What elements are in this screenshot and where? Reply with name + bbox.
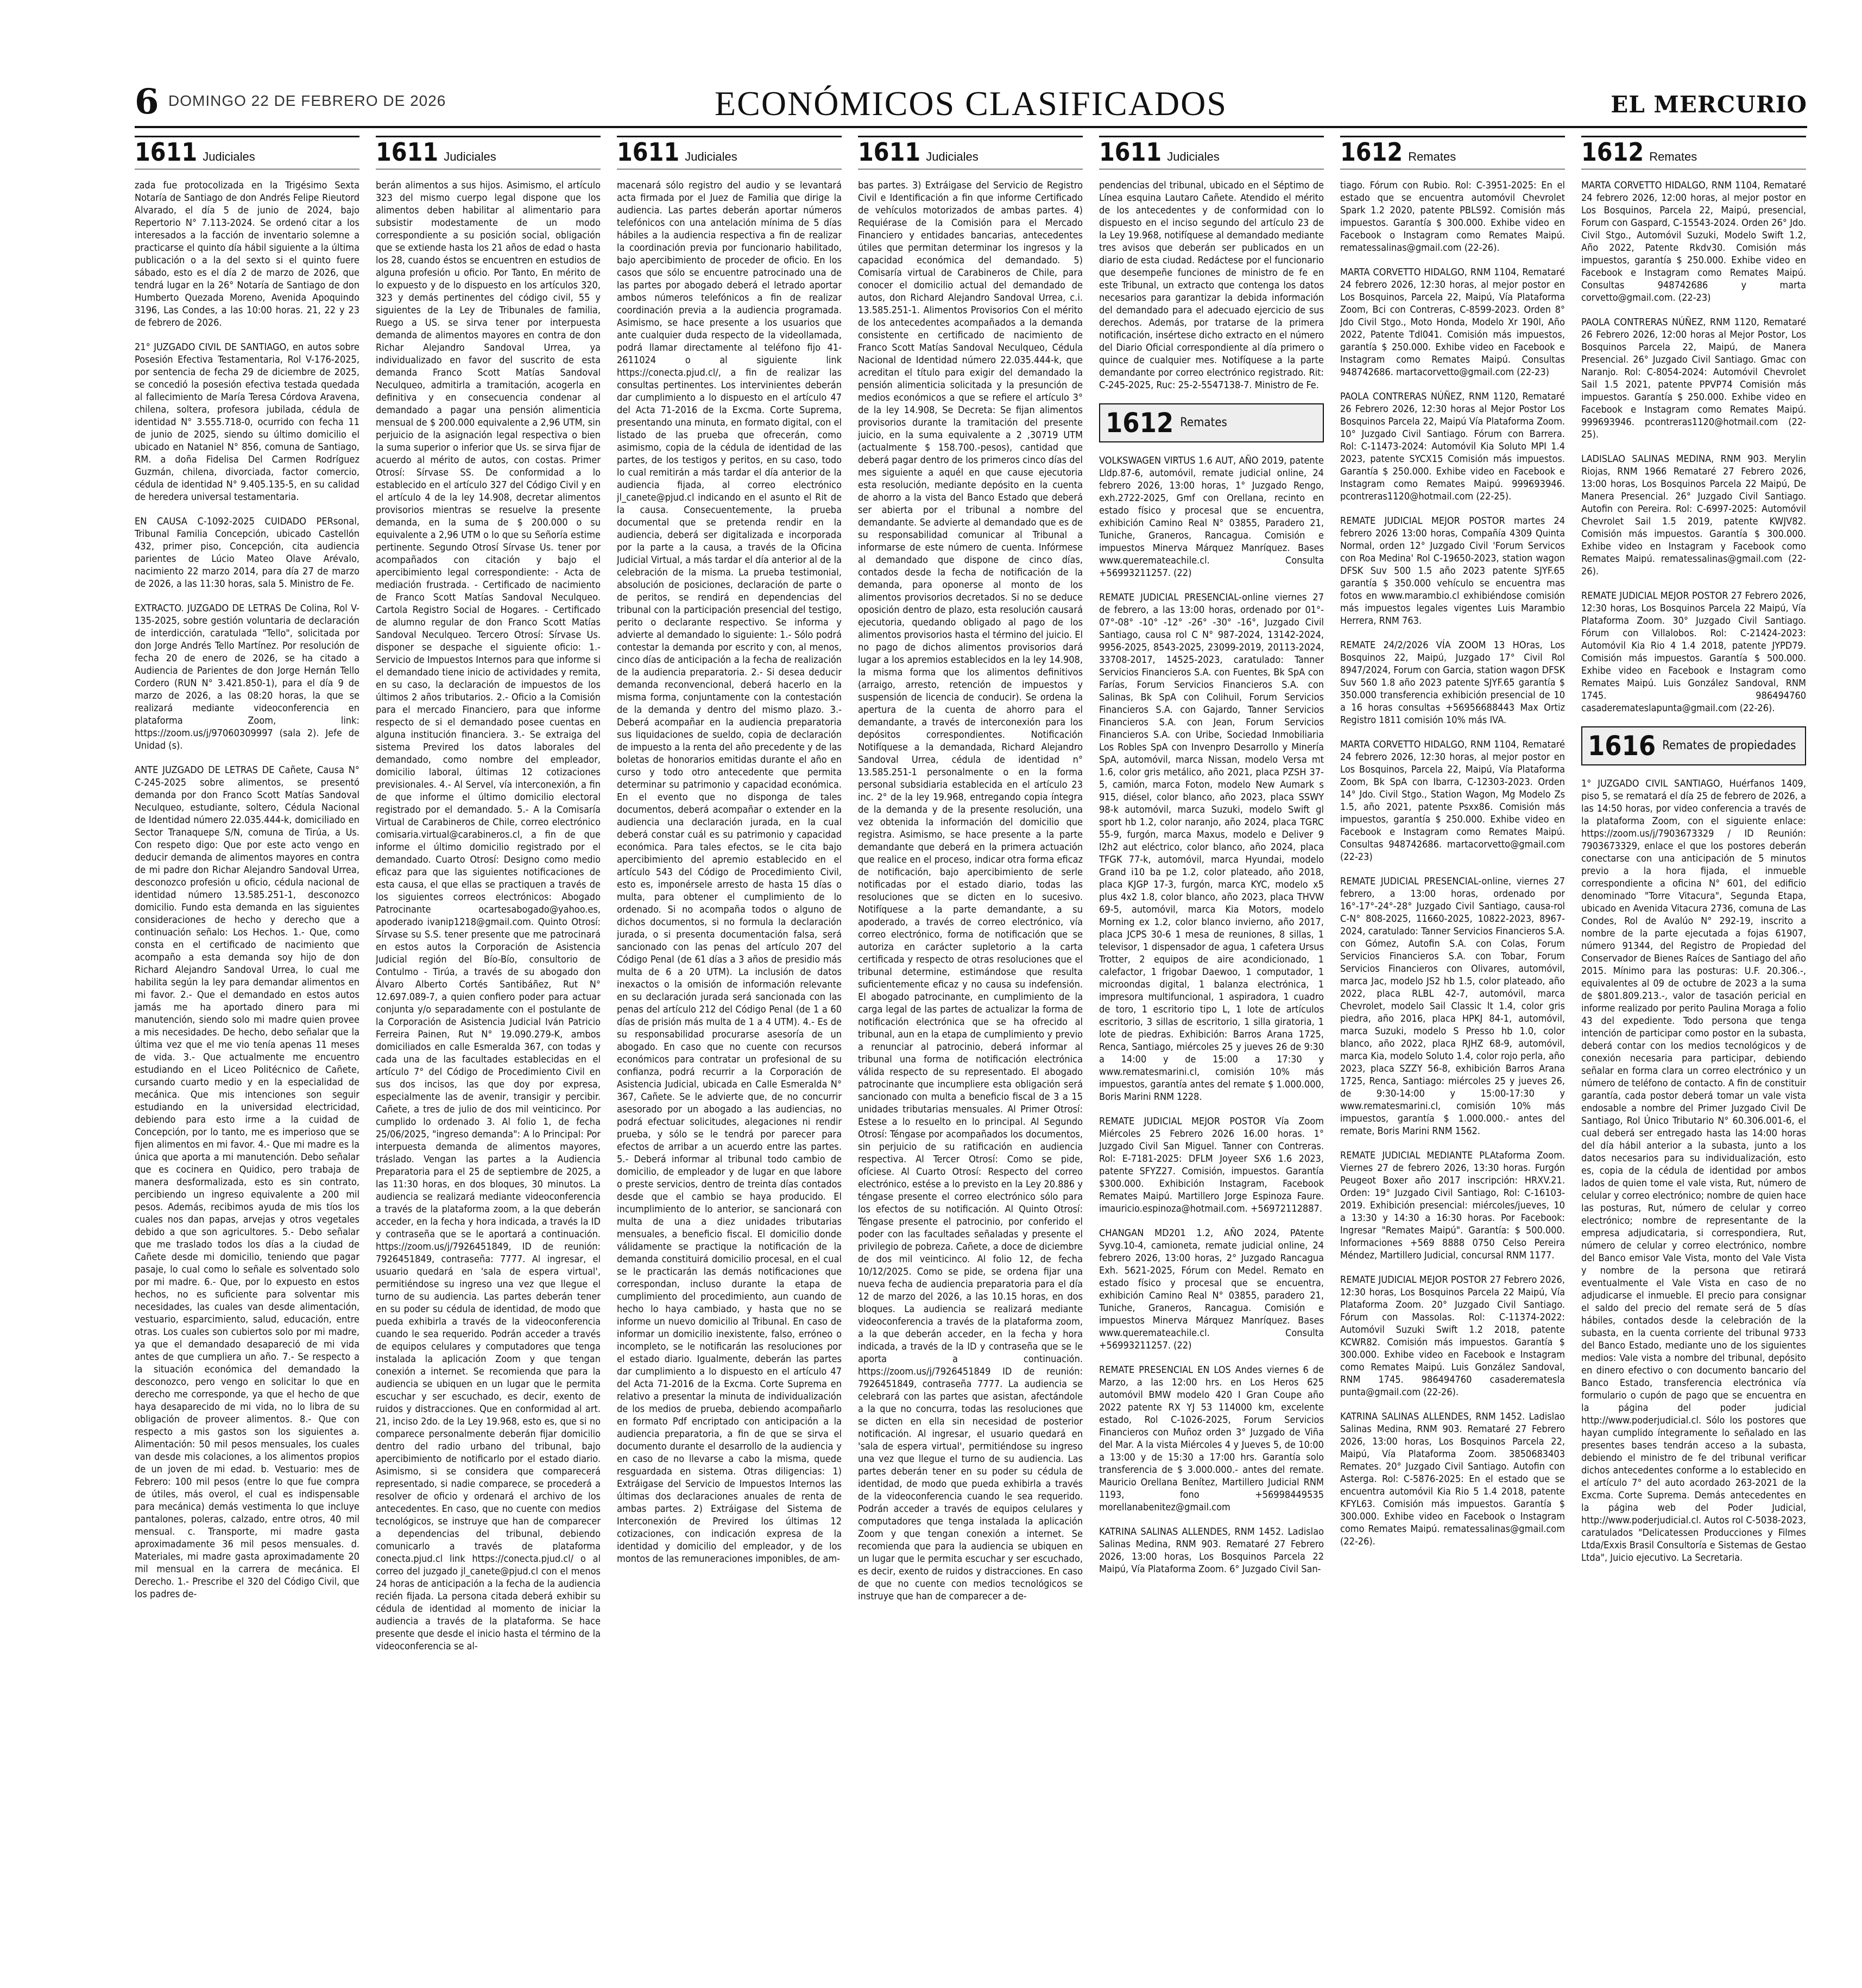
classified-ad: tiago. Fórum con Rubio. Rol: C-3951-2025: En el estado que se encuentra automóvil Chevrolet Spark 1.2 2020, patente PBLS92. Comisión más impuestos. Garantía $ 300.000. Exhibe video en Facebook o Instagram como Remates Maipú. rematessalinas@gmail.com (22-26).: [1340, 180, 1565, 254]
classified-ad: REMATE JUDICIAL PRESENCIAL-online, viernes 27 febrero, a 13:00 horas, ordenado por 16°-17°-24°-28° Juzgado Civil Santiago, causa-rol C-N° 808-2025, 11660-2025, 10822-2023, 8967-2024, caratulado: Tanner Servicios Financieros S.A. con Gómez, Autofin S.A. con Colas, Forum Servicios Financieros S.A. con Tobar, Forum Servicios Financieros con Olivares, automóvil, marca Jac, modelo JS2 hb 1.5, color plateado, año 2022, placa RLBL 42-7, automóvil, marca Chevrolet, modelo Sail Classic lt 1.4, color gris piedra, año 2016, placa HPKJ 84-1, automóvil, marca Suzuki, modelo S Presso hb 1.0, color blanco, año 2022, placa RJHZ 68-9, automóvil, marca Kia, modelo Soluto 1.4, color rojo perla, año 2023, placa SZZY 56-8, exhibición Barros Arana 1725, Renca, Santiago: miércoles 25 y jueves 26, de 9:30-14:00 y 15:00-17:30 y www.rematesmarini.cl, comisión 10% más impuestos, garantía $ 1.000.000.- antes del remate, Boris Marini RNM 1562.: [1340, 876, 1565, 1137]
classified-ad: macenará sólo registro del audio y se levantará acta firmada por el Juez de Familia que dirige la audiencia. Las partes deberán aportar números telefónicos con una antelación mínima de 5 días hábiles a la audiencia respectiva a fin de realizar la coordinación previa por funcionario habilitado, bajo apercibimiento de proceder de oficio. En los casos que sólo se encuentre patrocinado una de las partes por abogado deberá el letrado aportar ambos números telefónicos a fin de realizar coordinación previa a la audiencia programada. Asimismo, se hace presente a los usuarios que ante cualquier duda respecto de la videollamada, podrá llamar directamente al teléfono fijo 41-2611024 o al siguiente link https://conecta.pjud.cl/, a fin de realizar las consultas pertinentes. Los intervinientes deberán dar cumplimiento a lo dispuesto en el artículo 47 del Acta 71-2016 de la Excma. Corte Suprema, presentando una minuta, en formato digital, con el listado de las prueba que ofrecerán, como asimismo, copia de la cédula de identidad de las partes, de los testigos y peritos, en su caso, todo lo cual remitirán a más tardar el día anterior de la audiencia fijada, al correo electrónico jl_canete@pjud.cl indicando en el asunto el Rit de la causa. Consecuentemente, la prueba documental que se pretenda rendir en la audiencia, deberá ser digitalizada e incorporada por la parte a la causa, a través de la Oficina Judicial Virtual, a más tardar el día anterior al de la celebración de la misma. La prueba testimonial, absolución de posiciones, declaración de parte o de peritos, se rendirá en dependencias del tribunal con la participación presencial del testigo, perito o declarante respectivo. Se informa y advierte al demandado lo siguiente: 1.- Sólo podrá contestar la demanda por escrito y con, al menos, cinco días de anticipación a la fecha de realización de la audiencia preparatoria. 2.- Si desea deducir demanda reconvencional, deberá hacerlo en la misma forma, conjuntamente con la contestación de la demanda y dentro del mismo plazo. 3.- Deberá acompañar en la audiencia preparatoria sus liquidaciones de sueldo, copia de declaración de impuesto a la renta del año precedente y de las boletas de honorarios emitidas durante el año en curso y todo otro antecedente que permita determinar su patrimonio y capacidad económica. En el evento que no disponga de tales documentos, deberá acompañar o extender en la audiencia una declaración jurada, en la cual deberá constar cuál es su patrimonio y capacidad económica. Para tales efectos, se le cita bajo apercibimiento del apremio establecido en el artículo 543 del Código de Procedimiento Civil, esto es, imponérsele arresto de hasta 15 días o multa, para obtener el cumplimiento de lo ordenado. Si no acompaña todos o alguno de dichos documentos, si no formula la declaración jurada, o si presenta documentación falsa, será sancionado con las penas del artículo 207 del Código Penal (de 61 días a 3 años de presidio más multa de 6 a 20 UTM). La inclusión de datos inexactos o la omisión de información relevante en su declaración jurada será sancionada con las penas del artículo 212 del Código Penal (de 1 a 60 días de prisión más multa de 1 a 4 UTM). 4.- Es de su responsabilidad procurarse asesoría de un abogado. En caso que no cuente con recursos económicos para contratar un profesional de su confianza, podrá recurrir a la Corporación de Asistencia Judicial, ubicada en Calle Esmeralda N° 367, Cañete. Se le advierte que, de no concurrir asesorado por un abogado a las audiencias, no podrá efectuar solicitudes, alegaciones ni rendir prueba, y sólo se le tendrá por parecer para efectos de arribar a un acuerdo entre las partes. 5.- Deberá informar al tribunal todo cambio de domicilio, de empleador y de lugar en que labore o preste servicios, dentro de treinta días contados desde que el cambio se haya producido. El incumplimiento de lo anterior, se sancionará con multa de una a diez unidades tributarias mensuales, a beneficio fiscal. El domicilio donde válidamente se practique la notificación de la demanda constituirá domicilio procesal, en el cual se le practicarán las demás notificaciones que correspondan, incluso durante la etapa de cumplimiento del procedimiento, aun cuando de hecho lo haya cambiado, y hasta que no se informe un nuevo domicilio al Tribunal. En caso de informar un domicilio inexistente, falso, erróneo o incompleto, se le notificarán las resoluciones por el estado diario. Igualmente, deberán las partes dar cumplimiento a lo dispuesto en el artículo 47 del Acta 71-2016 de la Excma. Corte Suprema en relativo a presentar la minuta de individualización de los medios de prueba, debiendo acompañarlo en formato Pdf encriptado con anticipación a la audiencia preparatoria, a fin de que se sirva el documento durante el desarrollo de la audiencia y en caso de no llevarse a cabo la misma, quede resguardada en sistema. Otras diligencias: 1) Extráigase del Servicio de Impuestos Internos las últimas dos declaraciones anuales de renta de ambas partes. 2) Extráigase del Sistema de Interconexión de Previred los últimas 12 cotizaciones, con indicación expresa de la identidad y domicilio del empleador, y de los montos de las remuneraciones imponibles, de am-: [617, 180, 842, 1565]
classified-ad: CHANGAN MD201 1.2, AÑO 2024, PAtente Syvg.10-4, camioneta, remate judicial online, 24 febrero 2026, 13:00 horas, 2° Juzgado Rancagua Exh. 5621-2025, Fórum con Medel. Remato en estado físico y procesal que se encuentra, exhibición Camino Real N° 03855, paradero 21, Tuniche, Graneros, Rancagua. Comisión e impuestos Minerva Márquez Manríquez. Bases www.queremateachile.cl. Consulta +56993211257. (22): [1099, 1227, 1324, 1351]
category-code: 1612: [1581, 137, 1644, 167]
column-5: [1099, 136, 1324, 1971]
classified-columns: [135, 136, 1807, 1971]
category-code: 1611: [376, 137, 439, 167]
classified-ad: PAOLA CONTRERAS NÚÑEZ, RNM 1120, Remataré 26 Febrero 2026, 12:30 horas al Mejor Postor Los Bosquinos Parcela 22, Maipú Vía Plataforma Zoom. 10° Juzgado Civil Santiago. Fórum con Barrera. Rol: C-11473-2024: Automóvil Kia Soluto MPI 1.4 2023, patente SYCX15 Comisión más impuestos. Garantía $ 250.000. Exhibe video en Facebook e Instagram como Remates Maipú. 999693946. pcontreras1120@hotmail.com (22-25).: [1340, 391, 1565, 502]
classified-ad: REMATE JUDICIAL MEJOR POSTOR 27 Febrero 2026, 12:30 horas, Los Bosquinos Parcela 22 Maipú, Vía Plataforma Zoom. 30° Juzgado Civil Santiago. Fórum con Villalobos. Rol: C-21424-2023: Automóvil Kia Rio 4 1.4 2018, patente JYPD79. Comisión más impuestos. Garantía $ 500.000. Exhibe video en Facebook e Instagram como Remates Maipú. Luis González Sandoval, RNM 1745. 986494760 casaderemateslapunta@gmail.com (22-26).: [1581, 590, 1806, 714]
subsection-name: Remates: [1180, 416, 1227, 429]
category-code: 1611: [617, 137, 680, 167]
column-2: [376, 136, 601, 1971]
subsection-code: 1612: [1106, 407, 1174, 439]
newspaper-brand: EL MERCURIO: [1611, 91, 1807, 118]
column-3: [617, 136, 842, 1971]
column-header: [617, 136, 842, 169]
column-header: [858, 136, 1083, 169]
subsection-name: Remates de propiedades: [1662, 739, 1796, 752]
page-date: DOMINGO 22 DE FEBRERO DE 2026: [168, 92, 446, 109]
category-name: Remates: [1649, 150, 1697, 163]
category-name: Judiciales: [1167, 150, 1220, 163]
column-4: [858, 136, 1083, 1971]
column-header: [1099, 136, 1324, 169]
masthead: [135, 80, 1807, 129]
category-code: 1611: [858, 137, 921, 167]
classified-ad: PAOLA CONTRERAS NÚÑEZ, RNM 1120, Remataré 26 Febrero 2026, 12:00 horas al Mejor Postor, Los Bosquinos Parcela 22, Maipú, de Manera Presencial. 26° Juzgado Civil Santiago. Gmac con Naranjo. Rol: C-8054-2024: Automóvil Chevrolet Sail 1.5 2021, patente PPVP74 Comisión más impuestos. Garantía $ 250.000. Exhibe video en Facebook e Instagram como Remates Maipú. 999693946. pcontreras1120@hotmail.com (22-25).: [1581, 316, 1806, 440]
category-code: 1612: [1340, 137, 1403, 167]
column-6: [1340, 136, 1565, 1971]
category-name: Judiciales: [926, 150, 979, 163]
classified-ad: REMATE JUDICIAL MEJOR POSTOR 27 Febrero 2026, 12:30 horas, Los Bosquinos Parcela 22 Maipú, Vía Plataforma Zoom. 20° Juzgado Civil Santiago. Fórum con Massolas. Rol: C-11374-2022: Automóvil Suzuki Swift 1.2 2018, patente KCWR82. Comisión más impuestos. Garantía $ 300.000. Exhibe video en Facebook e Instagram como Remates Maipú. Luis González Sandoval, RNM 1745. 986494760 casaderematesla punta@gmail.com (22-26).: [1340, 1274, 1565, 1398]
classified-ad: REMATE JUDICIAL MEJOR POSTOR martes 24 febrero 2026 13:00 horas, Compañía 4309 Quinta Normal, orden 12° Juzgado Civil 'Forum Servicos con Roa Medina' Rol C-19650-2023, station wagon DFSK Suv 500 1.5 año 2023 patente SJYF.65 garantía $ 350.000 vehículo se encuentra mas fotos en www.marambio.cl exhibiéndose comisión más impuestos legales vigentes Luis Marambio Herrera, RNM 763.: [1340, 515, 1565, 626]
classified-ad: REMATE JUDICIAL PRESENCIAL-online viernes 27 de febrero, a las 13:00 horas, ordenado por 01°- 07°-08° -10° -12° -26° -30° -16°, Juzgado Civil Santiago, causa rol C N° 987-2024, 13142-2024, 9956-2025, 8543-2025, 23099-2019, 20113-2024, 33708-2017, 14525-2023, caratulado: Tanner Servicios Financieros S.A. con Fuentes, Bk SpA con Farías, Forum Servicios Financieros S.A. con Salinas, Bk SpA con Colihuil, Forum Servicios Financieros S.A. con Gajardo, Tanner Servicios Financieros S.A. con Jean, Forum Servicios Financieros S.A. con Uribe, Sociedad Inmobiliaria Los Robles SpA con Invenpro Desarrollo y Minería SpA, automóvil, marca Nissan, modelo Versa mt 1.6, color gris metálico, año 2021, placa PZSH 37-5, camión, marca Foton, modelo New Aumark s 915, diésel, color blanco, año 2023, placa SSWY 98-k automóvil, marca Suzuki, modelo Swift gl sport hb 1.2, color naranjo, año 2024, placa TGRC 55-9, furgón, marca Maxus, modelo e Deliver 9 l2h2 aut eléctrico, color blanco, año 2024, placa TFGK 77-k, automóvil, marca Hyundai, modelo Grand i10 ba pe 1.2, color plateado, año 2018, placa KJGP 17-3, furgón, marca KYC, modelo x5 plus 4x2 1.8, color blanco, año 2023, placa THVW 69-5, automóvil, marca Kia Motors, modelo Morning ex 1.2, color blanco invierno, año 2017, placa JCPS 30-6 1 mesa de reuniones, 8 sillas, 1 televisor, 1 dispensador de agua, 1 cafetera Ursus Trotter, 2 equipos de aire acondicionado, 1 calefactor, 1 frigobar Daewoo, 1 computador, 1 microondas digital, 1 balanza electrónica, 1 impresora multifuncional, 1 aspiradora, 1 cuadro de toro, 1 escritorio tipo L, 1 lote de artículos escritorio, 3 sillas de escritorio, 1 silla giratoria, 1 lote de piedras. Exhibición: Barros Arana 1725, Renca, Santiago, miércoles 25 y jueves 26 de 9:30 a 14:00 y de 15:00 a 17:30 y www.rematesmarini.cl, comisión 10% más impuestos, garantía antes del remate $ 1.000.000, Boris Marini RNM 1228.: [1099, 592, 1324, 1103]
column-header: [1581, 136, 1806, 169]
classified-ad: KATRINA SALINAS ALLENDES, RNM 1452. Ladislao Salinas Medina, RNM 903. Remataré 27 Febrero 2026, 13:00 horas, Los Bosquinos Parcela 22, Maipú, Vía Plataforma Zoom. 3850683403 Remates. 20° Juzgado Civil Santiago. Autofin con Asterga. Rol: C-5876-2025: En el estado que se encuentra automóvil Kia Rio 5 1.4 2018, patente KFYL63. Comisión más impuestos. Garantía $ 300.000. Exhibe video en Facebook o Instagram como Remates Maipú. rematessalinas@gmail.com (22-26).: [1340, 1411, 1565, 1547]
classified-ad: REMATE 24/2/2026 VÍA ZOOM 13 HOras, Los Bosquinos 22, Maipú, Juzgado 17° Civil Rol 8947/2024, Forum con Garcia, station wagon DFSK Suv 560 1.8 año 2023 patente SJYF.65 garantía $ 350.000 transferencia exhibición presencial de 10 a 16 horas consultas +56956688443 Max Ortiz Registro 1811 comisión 10% más IVA.: [1340, 640, 1565, 726]
column-7: [1581, 136, 1806, 1971]
subsection-header: [1099, 403, 1324, 442]
classified-ad: MARTA CORVETTO HIDALGO, RNM 1104, Remataré 24 febrero 2026, 12:30 horas, al mejor postor en Los Bosquinos, Parcela 22, Maipú, Vía Plataforma Zoom, Bci con Contreras, C-8599-2023. Orden 8° Jdo Civil Stgo., Moto Honda, Modelo Xr 190l, Año 2022, Patente Tdl041. Comisión más impuestos, garantía $ 250.000. Exhibe video en Facebook e Instagram como Remates Maipú. Consultas 948742686. martacorvetto@gmail.com (22-23): [1340, 267, 1565, 378]
category-name: Judiciales: [203, 150, 255, 163]
column-header: [135, 136, 359, 169]
column-header: [376, 136, 601, 169]
page-number: 6: [135, 81, 159, 122]
classified-ad: MARTA CORVETTO HIDALGO, RNM 1104, Remataré 24 febrero 2026, 12:00 horas, al mejor postor en Los Bosquinos, Parcela 22, Maipú, presencial, Forum con Gaspard, C-15543-2024. Orden 26° Jdo. Civil Stgo., Automóvil Suzuki, Modelo Swift 1.2, Año 2022, Patente Rkdv30. Comisión más impuestos, garantía $ 250.000. Exhibe video en Facebook e Instagram como Remates Maipú. Consultas 948742686 y marta corvetto@gmail.com. (22-23): [1581, 180, 1806, 303]
section-title: ECONÓMICOS CLASIFICADOS: [715, 84, 1227, 123]
category-code: 1611: [1099, 137, 1162, 167]
classified-ad: bas partes. 3) Extráigase del Servicio de Registro Civil e Identificación a fin que informe Certificado de vehículos motorizados de ambas partes. 4) Requiérase de la Comisión para el Mercado Financiero y entidades bancarias, antecedentes útiles que permitan determinar los ingresos y la capacidad económica del demandado. 5) Comisaría virtual de Carabineros de Chile, para conocer el domicilio actual del demandado de autos, don Richard Alejandro Sandoval Urrea, c.i. 13.585.251-1. Alimentos Provisorios Con el mérito de los antecedentes acompañados a la demanda consistente en certificado de nacimiento de Franco Scott Matías Sandoval Neculqueo, Cédula Nacional de Identidad número 22.035.444-k, que acreditan el título para exigir del demandado la pensión alimenticia solicitada y la presunción de medios económicos a que se refiere el artículo 3° de la ley 14.908, Se Decreta: Se fijan alimentos provisorios durante la tramitación del presente juicio, en la suma equivalente a 2 ,30719 UTM (actualmente $ 158.700.-pesos), cantidad que deberá pagar dentro de los primeros cinco días del mes siguiente a aquél en que cause ejecutoria esta resolución, mediante depósito en la cuenta de ahorro a la vista del Banco Estado que deberá ser abierta por el tribunal a nombre del demandante. Se advierte al demandado que es de su responsabilidad comunicar al Tribunal a informarse de este número de cuenta. Infórmese al demandado que dispone de cinco días, contados desde la fecha de notificación de la demanda, para oponerse al monto de los alimentos provisorios decretados. Si no se deduce oposición dentro de plazo, esta resolución causará ejecutoria, quedando obligado al pago de los alimentos provisorios hasta el término del juicio. El no pago de dichos alimentos provisorios dará lugar a los apremios establecidos en la ley 14.908, la misma forma que los alimentos definitivos (arraigo, arresto, retención de impuestos y suspensión de licencia de conducir). Se ordena la apertura de la cuenta de ahorro para el demandante, a través de interconexión para los depósitos correspondientes. Notificación Notifíquese a la demandada, Richard Alejandro Sandoval Urrea, cédula de identidad n° 13.585.251-1 personalmente o en la forma personal subsidiaria establecida en el artículo 23 inc. 2° de la ley 19.968, entregando copia íntegra de la demanda y de la presente resolución, una vez obtenida la información del domicilio que registra. Asimismo, se hace presente a la parte demandante que deberá en la primera actuación que realice en el proceso, indicar otra forma eficaz de notificación, bajo apercibimiento de serle notificadas por el estado diario, todas las resoluciones que se dicten en lo sucesivo. Notifíquese a la parte demandante, a su apoderado, a través de correo electrónico, vía correo electrónico, forma de notificación que se autoriza en carácter supletorio a la carta certificada y respecto de otras resoluciones que el tribunal determine, estimándose que resulta suficientemente eficaz y no causa su indefensión. El abogado patrocinante, en cumplimiento de la carga legal de las partes de actualizar la forma de notificación electrónica que se ha ofrecido al tribunal, aun en la etapa de cumplimiento y previo a renunciar al patrocinio, deberá informar al tribunal una forma de notificación electrónica válida respecto de su representado. El abogado patrocinante que incumpliere esta obligación será sancionado con multa a beneficio fiscal de 3 a 15 unidades tributarias mensuales. Al Primer Otrosí: Estese a lo resuelto en lo principal. Al Segundo Otrosí: Téngase por acompañados los documentos, sin perjuicio de su ratificación en audiencia respectiva. Al Tercer Otrosí: Como se pide, ofíciese. Al Cuarto Otrosí: Respecto del correo electrónico, estése a lo previsto en la Ley 20.886 y téngase presente el correo electrónico sólo para los efectos de su notificación. Al Quinto Otrosí: Téngase presente el patrocinio, por conferido el poder con las facultades señaladas y presente el privilegio de pobreza. Cañete, a doce de diciembre de dos mil veinticinco. Al folio 12, de fecha 10/12/2025. Como se pide, se ordena fijar una nueva fecha de audiencia preparatoria para el día 12 de marzo del 2026, a las 10.15 horas, en dos bloques. La audiencia se realizará mediante videoconferencia a través de la plataforma zoom, a la que deberán acceder, en la fecha y hora indicada, a través de la ID y contraseña que se le aporta a continuación. https://zoom.us/j/7926451849 ID de reunión: 7926451849, contraseña 7777. La audiencia se celebrará con las partes que asistan, afectándole a la que no concurra, todas las resoluciones que se dicten en ella sin necesidad de posterior notificación. Al ingresar, el usuario quedará en 'sala de espera virtual', permitiéndose su ingreso una vez que llegue el turno de su audiencia. Las partes deberán tener en su poder su cédula de identidad, de modo que pueda exhibirla a través de la videoconferencia cuando le sea requerido. Podrán acceder a través de equipos celulares y computadores que tenga instalada la aplicación Zoom y que tengan conexión a internet. Se recomienda que para la audiencia se ubiquen en un lugar que le permita escuchar y ser escuchado, es decir, exento de ruidos y distracciones. En caso de que no cuente con medios tecnológicos se instruye que han de comparecer a de-: [858, 180, 1083, 1602]
classified-ad: REMATE PRESENCIAL EN LOS Andes viernes 6 de Marzo, a las 12:00 hrs. en Los Heros 625 automóvil BMW modelo 420 I Gran Coupe año 2022 patente RX YJ 53 114000 km, excelente estado, Rol C-1026-2025, Forum Servicios Financieros con Muñoz orden 3° Juzgado de Viña del Mar. A la vista Miércoles 4 y Jueves 5, de 10:00 a 13:00 y de 15:30 a 17:00 hrs. Garantía solo transferencia de $ 3.000.000.- antes del remate. Mauricio Orellana Benítez, Martillero Judicial RNM 1193, fono +56998449535 morellanabenitez@gmail.com: [1099, 1364, 1324, 1513]
classified-ad: KATRINA SALINAS ALLENDES, RNM 1452. Ladislao Salinas Medina, RNM 903. Remataré 27 Febrero 2026, 13:00 horas, Los Bosquinos Parcela 22 Maipú, Vía Plataforma Zoom. 6° Juzgado Civil San-: [1099, 1526, 1324, 1575]
masthead-rule: [135, 126, 1807, 128]
classified-ad: berán alimentos a sus hijos. Asimismo, el artículo 323 del mismo cuerpo legal dispone que los alimentos deben habilitar al alimentario para subsistir modestamente de un modo correspondiente a su posición social, obligación que se extiende hasta los 21 años de edad o hasta los 28, cuando éstos se encuentren en estudios de alguna profesión u oficio. Por Tanto, En mérito de lo expuesto y de lo dispuesto en los artículos 320, 323 y demás pertinentes del código civil, 55 y siguientes de la Ley de Tribunales de familia, Ruego a US. se sirva tener por interpuesta demanda de alimentos mayores en contra de don Richar Alejandro Sandoval Urrea, ya individualizado en favor del suscrito de esta demanda Franco Scott Matías Sandoval Neculqueo, admitirla a tramitación, acogerla en definitiva y en consecuencia condenar al demandado a pagar una pensión alimenticia mensual de $ 200.000 equivalente a 2,96 UTM, sin perjuicio de la asignación legal respectiva o bien la suma superior o inferior que Us. se sirva fijar de acuerdo al mérito de autos, con costas. Primer Otrosí: Sírvase SS. De conformidad a lo establecido en el artículo 327 del Código Civil y en el artículo 4 de la ley 14.908, decretar alimentos provisorios mientras se resuelve la presente demanda, en la suma de $ 200.000 o su equivalente a 2,96 UTM o lo que su Señoría estime pertinente. Segundo Otrosí Sírvase Us. tener por acompañados con citación y bajo el apercibimiento legal correspondiente: - Acta de mediación frustrada. - Certificado de nacimiento de Franco Scott Matías Sandoval Neculqueo. Cartola Registro Social de Hogares. - Certificado de alumno regular de don Franco Scott Matías Sandoval Neculqueo. Tercero Otrosí: Sírvase Us. disponer se despache el siguiente oficio: 1.- Servicio de Impuestos Internos para que informe si el demandado tiene inicio de actividades y remita, en su caso, la declaración de impuestos de los últimos 2 años tributarios. 2.- Oficio a la Comisión para el mercado Financiero, para que informe respecto de si el demandado posee cuentas en alguna institución financiera. 3.- Se extraiga del sistema Previred los datos laborales del demandado, como nombre del empleador, domicilio laboral, últimas 12 cotizaciones previsionales. 4.- Al Servel, vía interconexión, a fin de que informe el último domicilio electoral registrado por el demandado. 5.- A la Comisaría Virtual de Carabineros de Chile, correo electrónico comisaria.virtual@carabineros.cl, a fin de que informe el último domicilio registrado por el demandado. Cuarto Otrosí: Designo como medio eficaz para que las siguientes notificaciones de esta causa, el que ellas se practiquen a través de los siguientes correos electrónicos: Abogado Patrocinante ocartesabogado@yahoo.es, apoderado ivanip1218@gmail.com. Quinto Otrosí: Sírvase su S.S. tener presente que me patrocinará en estos autos la Corporación de Asistencia Judicial región del Bío-Bío, consultorio de Contulmo - Tirúa, a través de su abogado don Álvaro Alberto Cortés Santibáñez, Rut N° 12.697.089-7, a quien confiero poder para actuar conjunta y/o separadamente con el postulante de la Corporación de Asistencia Judicial Iván Patricio Ferreira Painen, Rut N° 19.090.279-K, ambos domiciliados en calle Esmeralda 367, con todas y cada una de las facultades establecidas en el artículo 7° del Código de Procedimiento Civil en sus dos incisos, las que doy por expresa, especialmente las de avenir, transigir y percibir. Cañete, a tres de julio de dos mil veinticinco. Por cumplido lo ordenado 3. Al folio 1, de fecha 25/06/2025, "ingreso demanda": A lo Principal: Por interpuesta demanda de alimentos mayores, tráslado. Vengan las partes a la Audiencia Preparatoria para el 25 de septiembre de 2025, a las 11:30 horas, en dos bloques, 30 minutos. La audiencia se realizará mediante videoconferencia a través de la plataforma zoom, a la que deberán acceder, en la fecha y hora indicada, a través la ID y contraseña que se le aportará a continuación. https://zoom.us/j/7926451849, ID de reunión: 7926451849, contraseña: 7777. Al ingresar, el usuario quedará en 'sala de espera virtual', permitiéndose su ingreso una vez que llegue el turno de su audiencia. Las partes deberán tener en su poder su cédula de identidad, de modo que pueda exhibirla a través de la videoconferencia cuando le sea requerido. Podrán acceder a través de equipos celulares y computadores que tenga instalada la aplicación Zoom y que tengan conexión a internet. Se recomienda que para la audiencia se ubiquen en un lugar que le permita escuchar y ser escuchado, es decir, exento de ruidos y distracciones. Que en conformidad al art. 21, inciso 2do. de la Ley 19.968, esto es, que si no comparece personalmente deberán fijar domicilio dentro del radio urbano del tribunal, bajo apercibimiento de notificarlo por el estado diario. Asimismo, si se considera que comparecerá representado, si nadie comparece, se procederá a resolver de oficio y ordenará el archivo de los antecedentes. En caso, que no cuente con medios tecnológicos, se instruye que han de comparecer a dependencias del tribunal, debiendo comunicarlo a través de plataforma conecta.pjud.cl link https://conecta.pjud.cl/ o al correo del juzgado jl_canete@pjud.cl con el menos 24 horas de anticipación a la fecha de la audiencia recién fijada. La persona citada deberá exhibir su cédula de identidad al momento de iniciar la audiencia a través de la plataforma. Se hace presente que desde el inicio hasta el término de la videoconferencia se al-: [376, 180, 601, 1652]
classified-ad: 1° JUZGADO CIVIL SANTIAGO, Huérfanos 1409, piso 5, se rematará el día 25 de febrero de 2026, a las 14:50 horas, por video conferencia a través de la plataforma Zoom, con el siguiente enlace: https://zoom.us/j/7903673329 / ID Reunión: 7903673329, enlace el que los postores deberán conectarse con una anticipación de 5 minutos previo a la hora fijada, el inmueble correspondiente a oficina N° 601, del edificio denominado "Torre Vitacura", Segunda Etapa, ubicado en Avenida Vitacura 2736, comuna de Las Condes, Rol de Avalúo N° 292-19, inscrito a nombre de la parte ejecutada a fojas 61907, número 91344, del Registro de Propiedad del Conservador de Bienes Raíces de Santiago del año 2015. Mínimo para las posturas: U.F. 20.306.-, equivalentes al 09 de octubre de 2023 a la suma de $801.809.213.-, valor de tasación pericial en informe realizado por perito Paulina Moraga a folio 43 del expediente. Todo persona que tenga intención de participar como postor en la subasta, deberá contar con los medios tecnológicos y de conexión necesaria para participar, debiendo señalar en forma clara un correo electrónico y un número de teléfono de contacto. A fin de constituir garantía, cada postor deberá tomar un vale vista endosable a nombre del Primer Juzgado Civil De Santiago, Rol Único Tributario N° 60.306.001-6, el cual deberá ser entregado hasta las 14:00 horas del día hábil anterior a la subasta, junto a los datos necesarios para su individualización, esto es, copia de la cédula de identidad por ambos lados de quien tome el vale vista, Rut, número de celular y correo electrónico; nombre de quien hace las posturas, Rut, número de celular y correo electrónico; nombre de representante de la empresa adjudicataria, si correspondiera, Rut, número de celular y correo electrónico, nombre del Banco emisor Vale Vista, monto del Vale Vista y nombre de la persona que retirará eventualmente el Vale Vista en caso de no adjudicarse el inmueble. El precio para consignar el saldo del precio del remate será de 5 días hábiles, contados desde la celebración de la subasta, en la cuenta corriente del tribunal 9733 del Banco Estado, mediante uno de los siguientes medios: Vale vista a nombre del tribunal, depósito en dinero efectivo o con documento bancario del Banco Estado, transferencia electrónica vía formulario o cupón de pago que se encuentra en la página del poder judicial http://www.poderjudicial.cl. Sólo los postores que hayan cumplido íntegramente lo señalado en las presentes bases tendrán acceso a la subasta, debiendo el ministro de fe del tribunal verificar dichos antecedentes conforme a lo establecido en el artículo 7° del auto acordado 263-2021 de la Excma. Corte Suprema. Demás antecedentes en la página web del Poder Judicial, http://www.poderjudicial.cl. Autos rol C-5038-2023, caratulados "Delicatessen Producciones y Filmes Ltda/Exxis Brasil Consultoría e Sistemas de Gestao Ltda", Juicio ejecutivo. La Secretaria.: [1581, 778, 1806, 1563]
classified-ad: pendencias del tribunal, ubicado en el Séptimo de Línea esquina Lautaro Cañete. Atendido el mérito de los antecedentes y de conformidad con lo dispuesto en el inciso segundo del artículo 23 de la Ley 19.968, notifíquese al demandado mediante tres avisos que deberán ser publicados en un diario de esta ciudad. Redáctese por el funcionario que desempeñe funciones de ministro de fe en este Tribunal, un extracto que contenga los datos necesarios para garantizar la debida información del demandado para el adecuado ejercicio de sus derechos. Además, por tratarse de la primera notificación, insértese dicho extracto en el número del Diario Oficial correspondiente al día primero o quince de cualquier mes. Notifíquese a la parte demandante por correo electrónico registrado. Rit: C-245-2025, Ruc: 25-2-5547138-7. Ministro de Fe.: [1099, 180, 1324, 391]
subsection-header: [1581, 726, 1806, 765]
category-name: Judiciales: [444, 150, 496, 163]
classified-ad: zada fue protocolizada en la Trigésimo Sexta Notaría de Santiago de don Andrés Felipe Rieutord Alvarado, el día 5 de junio de 2024, bajo Repertorio N° 7.113-2024. Se ordenó citar a los interesados a la facción de inventario solemne a practicarse el quinto día hábil siguiente a la última publicación o a la del sexto si el quinto fuere sábado, esto es el día 2 de marzo de 2026, que tendrá lugar en la 26° Notaría de Santiago de don Humberto Quezada Moreno, Avenida Apoquindo 3196, Las Condes, a las 10:00 horas. 21, 22 y 23 de febrero de 2026.: [135, 180, 359, 328]
classified-ad: ANTE JUZGADO DE LETRAS DE Cañete, Causa N° C-245-2025 sobre alimentos, se presentó demanda por don Franco Scott Matías Sandoval Neculqueo, estudiante, soltero, Cédula Nacional de Identidad número 22.035.444-k, domiciliado en Sector Tranaquepe S/N, comuna de Tirúa, a Us. Con respeto digo: Que por este acto vengo en deducir demanda de alimentos mayores en contra de mi padre don Richar Alejandro Sandoval Urrea, desconozco profesión u oficio, cédula nacional de identidad número 13.585.251-1, desconozco domicilio. Fundo esta demanda en las siguientes consideraciones de hecho y derecho que a continuación señalo: Los Hechos. 1.- Que, como consta en el certificado de nacimiento que acompaño a esta demanda soy hijo de don Richard Alejandro Sandoval Urrea, lo cual me habilita según la ley para demandar alimentos en mi favor. 2.- Que el demandado en estos autos jamás me ha aportado dinero para mi manutención, siendo solo mi madre quien provee a mis necesidades. De hecho, debo señalar que la última vez que el me vio tenía apenas 11 meses de vida. 3.- Que actualmente me encuentro estudiando en el Liceo Politécnico de Cañete, cursando cuarto medio y en la especialidad de mecánica. Que mis intenciones son seguir estudiando en la universidad electricidad, debiendo para esto irme a la cuidad de Concepción, por lo tanto, me es imperioso que se fijen alimentos en mi favor. 4.- Que mi madre es la única que aporta a mi manutención. Debo señalar que es cocinera en Quidico, pero trabaja de manera desformalizada, esto es sin contrato, percibiendo un ingreso equivalente a 200 mil pesos. Además, recibimos ayuda de mis tíos los cuales nos dan papas, arvejas y otros vegetales debido a que son agricultores. 5.- Debo señalar que me traslado todos los días a la ciudad de Cañete desde mi domicilio, teniendo que pagar pasaje, lo cual como lo señale es solventado solo por mi madre. 6.- Que, por lo expuesto en estos hechos, no es suficiente para solventar mis necesidades, las cuales van desde alimentación, vestuario, esparcimiento, salud, educación, entre otras. Los cuales son cubiertos solo por mi madre, ya que el demandado desapareció de mi vida antes de que cumpliera un año. 7.- Se respecto a la situación económica del demandado la desconozco, pero vengo en solicitar lo que en derecho me corresponde, ya que el hecho de que haya desaparecido de mi vida, no lo libra de su obligación de proveer alimentos. 8.- Que con respecto a mis gastos son los siguientes a. Alimentación: 50 mil pesos mensuales, los cuales van desde mis colaciones, a los alimentos propios de un joven de mi edad. b. Vestuario: mes de Febrero: 100 mil pesos (entre lo que fue compra de útiles, más overol, el cual es indispensable para mecánica) demás vestimenta lo que incluye pantalones, poleras, calzado, entre otros, 40 mil mensual. c. Transporte, mi madre gasta aproximadamente 36 mil pesos mensuales. d. Materiales, mi madre gasta aproximadamente 20 mil mensual en la carrera de mecánica. El Derecho. 1.- Prescribe el 320 del Código Civil, que los padres de-: [135, 764, 359, 1600]
category-code: 1611: [135, 137, 198, 167]
subsection-code: 1616: [1588, 730, 1656, 762]
classified-ad: 21° JUZGADO CIVIL DE SANTIAGO, en autos sobre Posesión Efectiva Testamentaria, Rol V-176-2025, por sentencia de fecha 29 de diciembre de 2025, se concedió la posesión efectiva testada quedada al fallecimiento de María Teresa Córdova Aravena, chilena, soltera, profesora jubilada, cédula de identidad N° 3.555.718-0, ocurrido con fecha 11 de junio de 2025, siendo su último domicilio el ubicado en Nataniel N° 856, comuna de Santiago, RM. a doña Fidelisa Del Carmen Rodríguez Guzmán, chilena, divorciada, factor comercio, cédula de identidad N° 9.405.135-5, en su calidad de heredera universal testamentaria.: [135, 341, 359, 503]
column-header: [1340, 136, 1565, 169]
category-name: Remates: [1408, 150, 1456, 163]
category-name: Judiciales: [685, 150, 737, 163]
classified-ad: EN CAUSA C-1092-2025 CUIDADO PERsonal, Tribunal Familia Concepción, ubicado Castellón 432, primer piso, Concepción, cita audiencia parientes de Lúcio Mateo Olave Arévalo, nacimiento 22 marzo 2014, para día 27 de marzo de 2026, a las 11:30 horas, sala 5. Ministro de Fe.: [135, 516, 359, 590]
classified-ad: VOLKSWAGEN VIRTUS 1.6 AUT, AÑO 2019, patente Lldp.87-6, automóvil, remate judicial online, 24 febrero 2026, 13:00 horas, 1° Juzgado Rengo, exh.2722-2025, Gmf con Orellana, recinto en estado físico y procesal que se encuentra, exhibición Camino Real N° 03855, Paradero 21, Tuniche, Graneros, Rancagua. Comisión e impuestos Minerva Márquez Manríquez. Bases www.queremateachile.cl. Consulta +56993211257. (22): [1099, 455, 1324, 579]
classified-ad: REMATE JUDICIAL MEJOR POSTOR Vía Zoom Miércoles 25 Febrero 2026 16.00 horas. 1° Juzgado Civil San Miguel. Tanner con Contreras. Rol: E-7181-2025: DFLM Joyeer SX6 1.6 2023, patente SFYZ27. Comisión, impuestos. Garantía $300.000. Exhibición Instagram, Facebook Remates Maipú. Martillero Jorge Espinoza Faure. imauricio.espinoza@hotmail.com. +56972112887.: [1099, 1116, 1324, 1214]
classified-ad: EXTRACTO. JUZGADO DE LETRAS De Colina, Rol V-135-2025, sobre gestión voluntaria de declaración de interdicción, caratulada "Tello", solicitada por don Jorge Andrés Tello Martínez. Por resolución de fecha 20 de enero de 2026, se ha citado a Audiencia de Parientes de don Jorge Hernán Tello Cordero (RUN N° 3.421.850-1), para el día 9 de marzo de 2026, a las 08:20 horas, la que se realizará mediante videoconferencia en plataforma Zoom, link: https://zoom.us/j/97060309997 (sala 2). Jefe de Unidad (s).: [135, 603, 359, 751]
column-1: [135, 136, 359, 1971]
classified-ad: LADISLAO SALINAS MEDINA, RNM 903. Merylin Riojas, RNM 1966 Remataré 27 Febrero 2026, 13:00 horas, Los Bosquinos Parcela 22 Maipú, De Manera Presencial. 26° Juzgado Civil Santiago. Autofin con Pereira. Rol: C-6997-2025: Automóvil Chevrolet Sail 1.5 2019, patente KWJV82. Comisión más impuestos. Garantía $ 300.000. Exhibe video en Instagram y Facebook como Remates Maipú. rematessalinas@gmail.com (22-26).: [1581, 453, 1806, 577]
classified-ad: MARTA CORVETTO HIDALGO, RNM 1104, Remataré 24 febrero 2026, 12:30 horas, al mejor postor en Los Bosquinos, Parcela 22, Maipú, Vía Plataforma Zoom, Bk SpA con Ibarra, C-12303-2023. Orden 14° Jdo. Civil Stgo., Station Wagon, Mg Modelo Zs 1.5, año 2021, patente Psxx86. Comisión más impuestos, garantía $ 250.000. Exhibe video en Facebook e Instagram como Remates Maipú. Consultas 948742686. martacorvetto@gmail.com (22-23): [1340, 739, 1565, 863]
classified-ad: REMATE JUDICIAL MEDIANTE PLAtaforma Zoom. Viernes 27 de febrero 2026, 13:30 horas. Furgón Peugeot Boxer año 2017 inscripción: HRXV.21. Orden: 19° Juzgado Civil Santiago, Rol: C-16103-2019. Exhibición presencial: miércoles/jueves, 10 a 13:30 y 14:30 a 16:30 horas. Por Facebook: Ingresar "Remates Maipú". Garantía: $ 500.000. Informaciones +569 8888 0750 Celso Pereira Méndez, Martillero Judicial, concursal RNM 1177.: [1340, 1150, 1565, 1261]
